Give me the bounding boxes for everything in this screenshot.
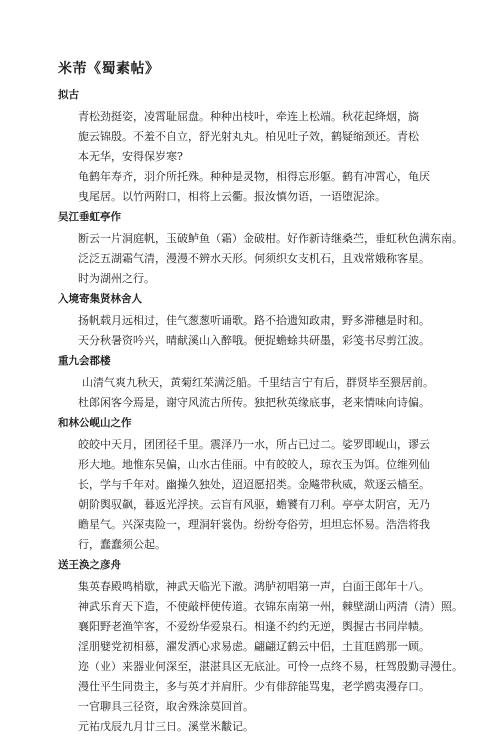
poem-line: 漫仕平生同贵主，多与英才并肩肝。少有俳辞能骂鬼，老学鸥夷漫存口。 [78, 680, 430, 693]
poem-line: 行，蠢蠢须公起。 [78, 538, 166, 551]
poem-line: 扬帆载月远相过，佳气葱葱听诵歌。路不拾遗知政肃，野多滞穗是时和。 [78, 314, 430, 327]
section-heading: 拟古 [58, 89, 79, 101]
poem-line: 集英春殿鸣梢歇，神武天临光下澈。鸿胪初唱第一声，白面王郎年十八。 [78, 580, 430, 593]
poem-line: 曳尾居。以竹两附口，相将上云衢。报汝慎勿语，一语堕泥涂。 [78, 190, 386, 203]
poem-line: 青松劲挺姿，凌霄耻屈盘。种种出枝叶，牵连上松端。秋花起绛烟，旖 [78, 110, 419, 123]
section-heading: 送王涣之彦舟 [58, 559, 121, 571]
poem-line: 神武乐育天下造，不使敲枰使传道。衣锦东南第一州，棘壁湖山两清（清）照。 [78, 600, 463, 613]
poem-line: 长，学与千年对。幽操久独处，迢迢愿招类。金飚带秋威，欻逐云樯至。 [78, 478, 430, 491]
section-heading: 吴江垂虹亭作 [58, 211, 121, 223]
poem-line: 淫朋嬖党初相慕，濯发洒心求易虑。翩翩辽鹤云中侣，土苴尫鸥那一顾。 [78, 640, 430, 653]
poem-line: 一官聊具三径资，取舍殊涂莫回首。 [78, 700, 254, 713]
poem-line: 旎云锦殷。不羞不自立，舒光射丸丸。柏见吐子效，鹤疑缩颈还。青松 [78, 130, 419, 143]
poem-line: 泛泛五湖霜气清，漫漫不辨水天形。何须织女支机石，且戏常娥称客星。 [78, 252, 430, 265]
poem-line: 杜郎闲客今焉是，谢守风流古所传。独把秋英缘底事，老来情味向诗偏。 [78, 396, 430, 409]
poem-line: 时为湖州之行。 [78, 272, 155, 285]
section-heading: 入境寄集贤林舍人 [58, 293, 142, 305]
poem-line: 元祐戊辰九月廿三日。溪堂米黻记。 [78, 720, 254, 733]
poem-line: 朝阶舆驭飙，暮返光浮挟。云盲有风驱，蟾饕有刀利。亭亭太阴宫，无乃 [78, 498, 430, 511]
poem-line: 断云一片洞庭帆，玉破鲈鱼（霜）金破柑。好作新诗继桑苎，垂虹秋色满东南。 [78, 232, 463, 245]
poem-line: 天分秋暑资吟兴，晴献溪山入醉哦。便捉蟾蜍共研墨，彩笺书尽剪江波。 [78, 334, 430, 347]
poem-line: 瞻星气。兴深夷险一，理洞轩裳伪。纷纷夸俗劳，坦坦忘怀易。浩浩将我 [78, 518, 430, 531]
poem-sections [58, 87, 470, 737]
poem-line: 襄阳野老渔竿客，不爱纷华爱泉石。相逢不约约无逆，舆握古书同岸帻。 [78, 620, 430, 633]
poem-line: 本无华，安得保岁寒? [78, 150, 183, 163]
poem-line: 龟鹤年寿齐，羽介所托殊。种种是灵物，相得忘形躯。鹤有冲霄心，龟厌 [78, 170, 430, 183]
poem-line: 形大地。地惟东吴偏，山水古佳丽。中有皎皎人，琼衣玉为饵。位维列仙 [78, 458, 430, 471]
poem-line: 皎皎中天月，团团径千里。震泽乃一水，所占已过二。娑罗即岘山，谬云 [78, 438, 430, 451]
section-heading: 重九会郡楼 [58, 355, 111, 367]
document-title: 米芾《蜀素帖》 [58, 61, 160, 77]
section-heading: 和林公岘山之作 [58, 417, 132, 429]
poem-line: 山清气爽九秋天，黄菊红茱满泛船。千里结言宁有后，群贤毕至猥居前。 [82, 376, 434, 389]
poem-line: 迩（业）来器业何深至，湛湛具区无底沚。可怜一点终不易，枉驾殷勤寻漫仕。 [78, 660, 463, 673]
